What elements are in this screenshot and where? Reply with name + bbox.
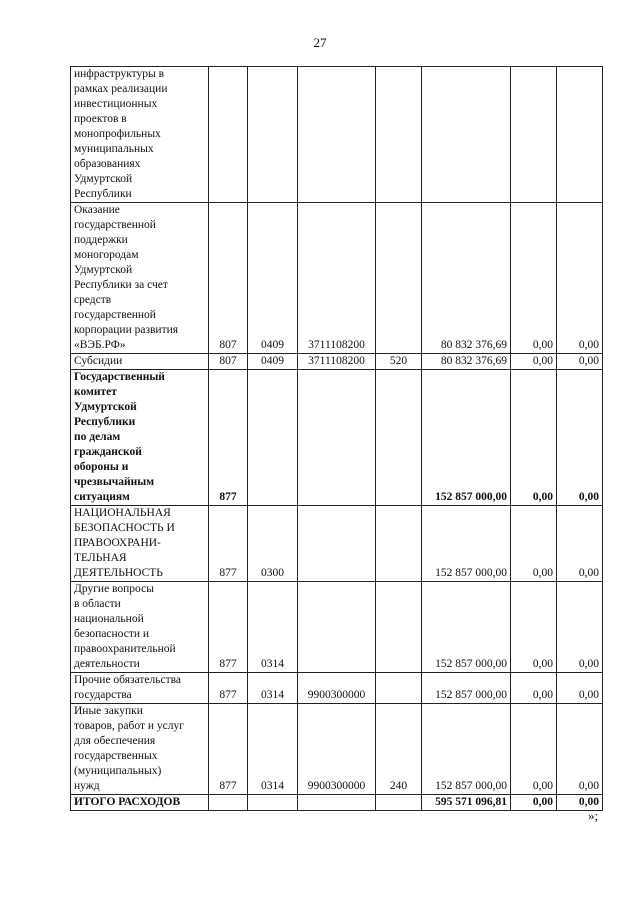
row-amount-year3-cell: 0,00 bbox=[557, 203, 603, 354]
row-amount-year3-cell: 0,00 bbox=[557, 354, 603, 370]
row-name-text: Иные закупки товаров, работ и услуг для обеспечения государственных (муниципальных) нужд bbox=[74, 705, 184, 792]
row-code-cell: 877 bbox=[209, 673, 248, 704]
row-name-cell bbox=[71, 582, 209, 673]
row-name-text: НАЦИОНАЛЬНАЯ БЕЗОПАСНОСТЬ И ПРАВООХРАНИ- ТЕЛЬНАЯ ДЕЯТЕЛЬНОСТЬ bbox=[74, 507, 175, 579]
row-amount-year3-cell: 0,00 bbox=[557, 370, 603, 506]
row-amount-cell: 152 857 000,00 bbox=[422, 582, 511, 673]
table-row bbox=[71, 370, 603, 506]
row-amount-cell: 152 857 000,00 bbox=[422, 370, 511, 506]
row-name-cell bbox=[71, 795, 209, 811]
row-expense-type-cell bbox=[376, 203, 422, 354]
row-code-cell bbox=[209, 795, 248, 811]
row-name-cell bbox=[71, 673, 209, 704]
row-code-cell: 807 bbox=[209, 354, 248, 370]
row-amount-year2-cell: 0,00 bbox=[511, 582, 557, 673]
row-amount-year2-cell: 0,00 bbox=[511, 673, 557, 704]
row-amount-cell: 152 857 000,00 bbox=[422, 506, 511, 582]
row-name-cell bbox=[71, 704, 209, 795]
row-amount-year2-cell: 0,00 bbox=[511, 370, 557, 506]
row-name-text: Субсидии bbox=[74, 355, 123, 367]
row-code-cell: 807 bbox=[209, 203, 248, 354]
row-expense-type-cell bbox=[376, 582, 422, 673]
row-amount-cell: 80 832 376,69 bbox=[422, 354, 511, 370]
budget-table bbox=[70, 66, 603, 811]
row-name-cell bbox=[71, 67, 209, 203]
closing-quote-mark: »; bbox=[588, 808, 599, 823]
table-body bbox=[71, 67, 603, 811]
row-name-text: инфраструктуры в рамках реализации инвестиционных проектов в монопрофильных муниципальных образованиях Удмуртской Республики bbox=[74, 68, 168, 200]
row-expense-type-cell bbox=[376, 673, 422, 704]
row-name-cell bbox=[71, 506, 209, 582]
row-amount-year3-cell: 0,00 bbox=[557, 795, 603, 811]
row-expense-type-cell bbox=[376, 67, 422, 203]
row-amount-year3-cell: 0,00 bbox=[557, 673, 603, 704]
row-code-cell: 877 bbox=[209, 704, 248, 795]
row-name-text: Государственный комитет Удмуртской Республики по делам гражданской обороны и чрезвычайным ситуациям bbox=[74, 371, 165, 503]
row-amount-cell bbox=[422, 67, 511, 203]
row-amount-year3-cell bbox=[557, 67, 603, 203]
row-section-cell: 0314 bbox=[248, 704, 298, 795]
row-code-cell: 877 bbox=[209, 582, 248, 673]
row-amount-year3-cell: 0,00 bbox=[557, 582, 603, 673]
row-name-text: Оказание государственной поддержки моногородам Удмуртской Республики за счет средств государственной корпорации развития «ВЭБ.РФ» bbox=[74, 204, 179, 351]
row-name-cell bbox=[71, 203, 209, 354]
table-row bbox=[71, 203, 603, 354]
row-amount-cell: 152 857 000,00 bbox=[422, 673, 511, 704]
row-amount-year2-cell: 0,00 bbox=[511, 203, 557, 354]
row-section-cell: 0300 bbox=[248, 506, 298, 582]
row-amount-year2-cell bbox=[511, 67, 557, 203]
row-name-cell bbox=[71, 370, 209, 506]
row-article-cell: 3711108200 bbox=[298, 354, 376, 370]
row-section-cell bbox=[248, 370, 298, 506]
table-row bbox=[71, 354, 603, 370]
row-amount-year2-cell: 0,00 bbox=[511, 354, 557, 370]
row-name-text: Другие вопросы в области национальной безопасности и правоохранительной деятельности bbox=[74, 583, 176, 670]
row-article-cell: 9900300000 bbox=[298, 673, 376, 704]
row-section-cell: 0314 bbox=[248, 673, 298, 704]
row-name-text: Прочие обязательства государства bbox=[74, 674, 182, 701]
row-code-cell: 877 bbox=[209, 506, 248, 582]
row-code-cell bbox=[209, 67, 248, 203]
row-expense-type-cell bbox=[376, 370, 422, 506]
row-expense-type-cell bbox=[376, 506, 422, 582]
row-section-cell: 0409 bbox=[248, 354, 298, 370]
row-amount-year3-cell: 0,00 bbox=[557, 506, 603, 582]
row-article-cell bbox=[298, 370, 376, 506]
row-amount-year3-cell: 0,00 bbox=[557, 704, 603, 795]
table-row bbox=[71, 582, 603, 673]
row-name-text: ИТОГО РАСХОДОВ bbox=[74, 796, 181, 808]
row-expense-type-cell: 240 bbox=[376, 704, 422, 795]
row-article-cell bbox=[298, 506, 376, 582]
row-name-cell bbox=[71, 354, 209, 370]
row-amount-year2-cell: 0,00 bbox=[511, 506, 557, 582]
row-section-cell: 0314 bbox=[248, 582, 298, 673]
row-article-cell bbox=[298, 795, 376, 811]
row-amount-cell: 595 571 096,81 bbox=[422, 795, 511, 811]
row-code-cell: 877 bbox=[209, 370, 248, 506]
row-amount-year2-cell: 0,00 bbox=[511, 795, 557, 811]
row-expense-type-cell: 520 bbox=[376, 354, 422, 370]
page-number: 27 bbox=[313, 35, 327, 50]
row-amount-year2-cell: 0,00 bbox=[511, 704, 557, 795]
row-article-cell bbox=[298, 67, 376, 203]
table-row bbox=[71, 67, 603, 203]
row-section-cell bbox=[248, 67, 298, 203]
table-row bbox=[71, 506, 603, 582]
row-article-cell: 3711108200 bbox=[298, 203, 376, 354]
table-row bbox=[71, 673, 603, 704]
row-amount-cell: 152 857 000,00 bbox=[422, 704, 511, 795]
table-row bbox=[71, 704, 603, 795]
row-amount-cell: 80 832 376,69 bbox=[422, 203, 511, 354]
row-article-cell: 9900300000 bbox=[298, 704, 376, 795]
row-expense-type-cell bbox=[376, 795, 422, 811]
row-article-cell bbox=[298, 582, 376, 673]
row-section-cell: 0409 bbox=[248, 203, 298, 354]
table-row bbox=[71, 795, 603, 811]
row-section-cell bbox=[248, 795, 298, 811]
